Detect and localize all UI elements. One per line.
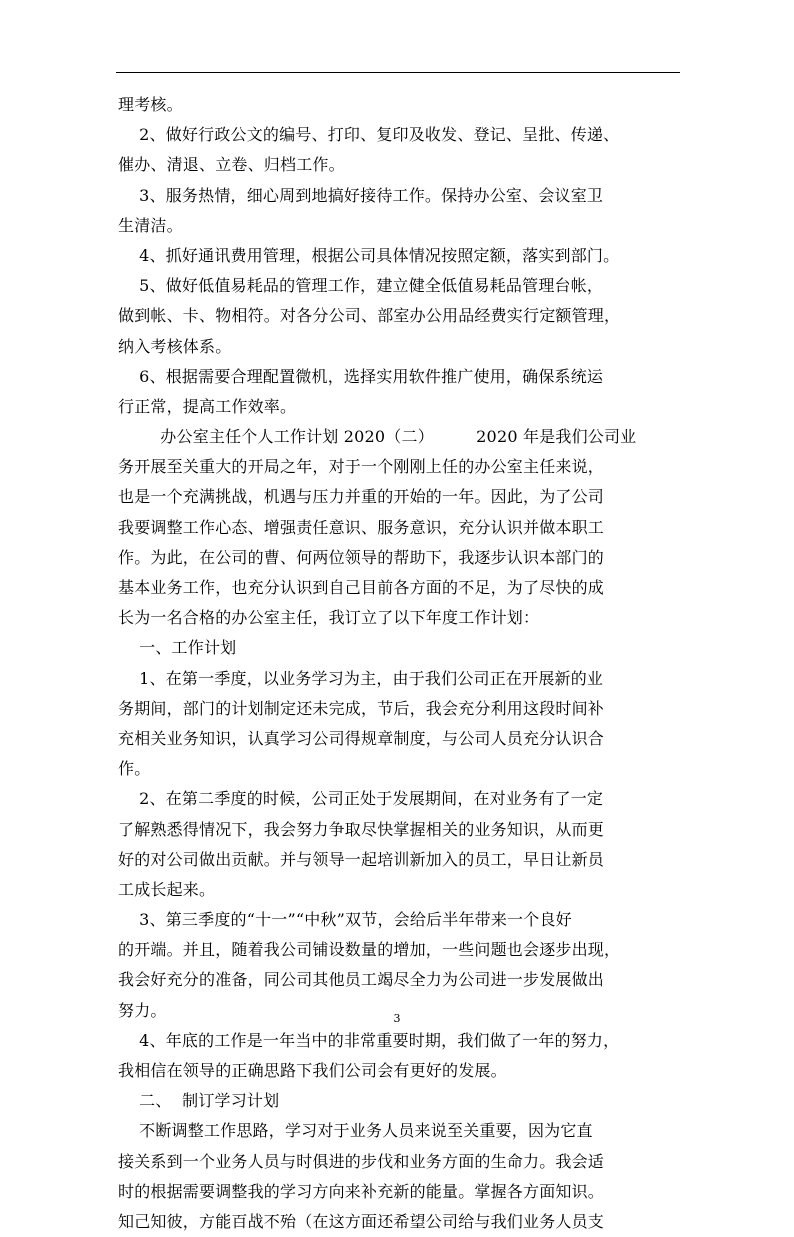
text-line: 也是一个充满挑战，机遇与压力并重的开始的一年。因此，为了公司 [118,487,605,507]
page-number: 3 [393,1012,401,1025]
text-line: 理考核。 [118,95,183,114]
text-line: 了解熟悉得情况下，我会努力争取尽快掌握相关的业务知识，从而更 [118,819,605,839]
text-line: 一、工作计划 [118,638,237,658]
text-line: 行正常，提高工作效率。 [118,396,297,416]
text-line: 二、 制订学习计划 [118,1091,280,1111]
text-line: 作。 [118,759,151,779]
text-line: 基本业务工作，也充分认识到自己目前各方面的不足，为了尽快的成 [118,578,605,597]
text-line: 催办、清退、立卷、归档工作。 [118,155,345,175]
text-line: 4、年底的工作是一年当中的非常重要时期，我们做了一年的努力， [118,1030,620,1050]
header-rule [116,72,680,73]
text-line: 我会好充分的准备，同公司其他员工竭尽全力为公司进一步发展做出 [118,970,605,990]
text-line: 1、在第一季度，以业务学习为主，由于我们公司正在开展新的业 [118,668,604,688]
text-line: 5、做好低值易耗品的管理工作，建立健全低值易耗品管理台帐， [118,276,604,296]
text-line: 3、服务热情，细心周到地搞好接待工作。保持办公室、会议室卫 [118,185,604,205]
text-line: 不断调整工作思路，学习对于业务人员来说至关重要，因为它直 [118,1121,593,1141]
document-body [118,90,680,1237]
text-line: 办公室主任个人工作计划 2020（二） 2020 年是我们公司业 [118,427,637,447]
text-line: 接关系到一个业务人员与时俱进的步伐和业务方面的生命力。我会适 [118,1151,605,1171]
text-line: 4、抓好通讯费用管理，根据公司具体情况按照定额，落实到部门。 [118,245,620,265]
text-line: 充相关业务知识，认真学习公司得规章制度，与公司人员充分认识合 [118,728,605,748]
text-line: 3、第三季度的“十一”“中秋”双节，会给后半年带来一个良好 [118,910,572,930]
text-line: 好的对公司做出贡献。并与领导一起培训新加入的员工，早日让新员 [118,849,605,869]
text-line: 努力。 [118,1000,167,1020]
text-line: 长为一名合格的办公室主任，我订立了以下年度工作计划： [118,608,540,628]
text-line: 纳入考核体系。 [118,336,232,356]
text-line: 时的根据需要调整我的学习方向来补充新的能量。掌握各方面知识。 [118,1181,605,1201]
text-line: 务期间，部门的计划制定还未完成，节后，我会充分利用这段时间补 [118,698,605,718]
text-line: 我相信在领导的正确思路下我们公司会有更好的发展。 [118,1061,507,1080]
text-line: 6、根据需要合理配置微机，选择实用软件推广使用，确保系统运 [118,366,604,386]
text-line: 2、做好行政公文的编号、打印、复印及收发、登记、呈批、传递、 [118,125,620,145]
text-line: 务开展至关重大的开局之年，对于一个刚刚上任的办公室主任来说， [118,457,605,477]
text-line: 做到帐、卡、物相符。对各分公司、部室办公用品经费实行定额管理， [118,306,621,326]
text-line: 工成长起来。 [118,879,216,899]
text-line: 我要调整工作心态、增强责任意识、服务意识，充分认识并做本职工 [118,517,605,537]
text-line: 知己知彼，方能百战不殆（在这方面还希望公司给与我们业务人员支 [118,1211,605,1231]
text-line: 2、在第二季度的时候，公司正处于发展期间，在对业务有了一定 [118,789,604,809]
text-line: 的开端。并且，随着我公司铺设数量的增加，一些问题也会逐步出现， [118,940,621,960]
text-line: 作。为此，在公司的曹、何两位领导的帮助下，我逐步认识本部门的 [118,547,605,567]
text-line: 生清洁。 [118,215,183,235]
